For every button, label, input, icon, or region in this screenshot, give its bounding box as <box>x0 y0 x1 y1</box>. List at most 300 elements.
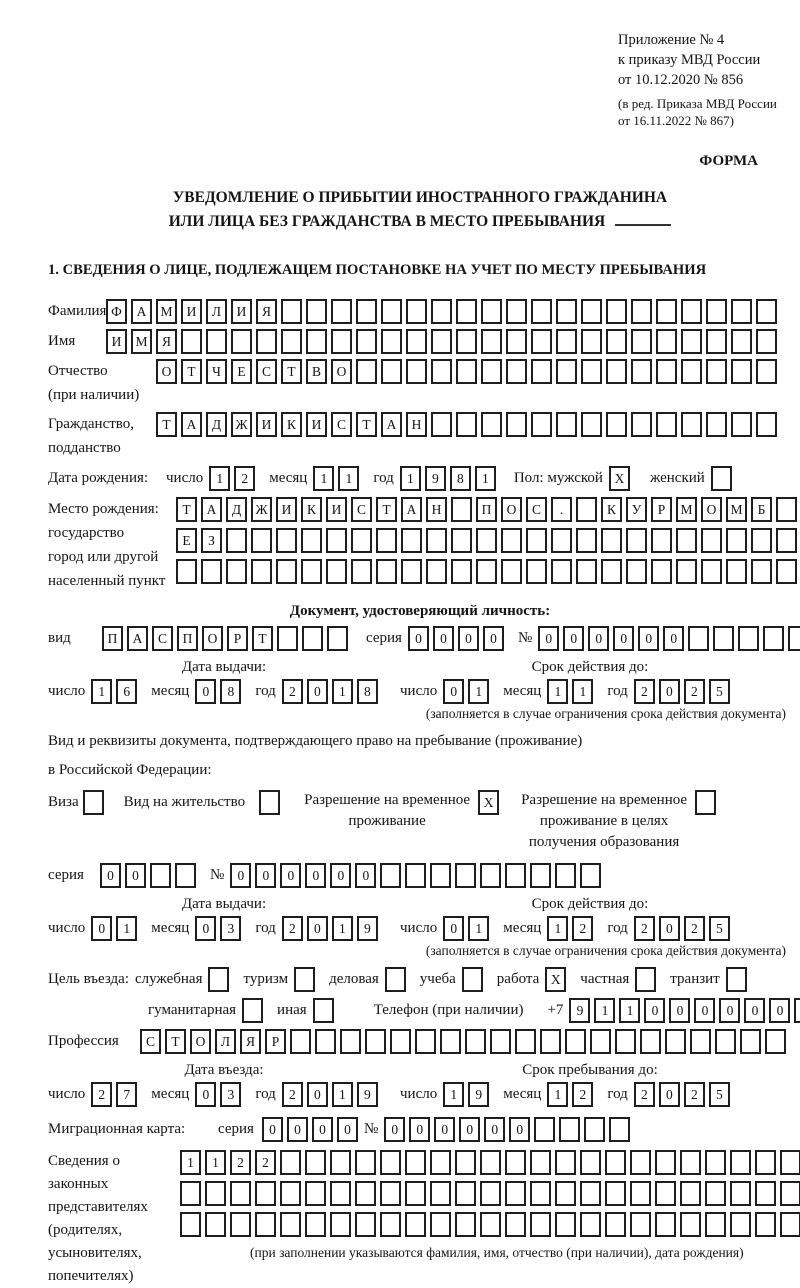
char-cell[interactable]: Т <box>252 626 273 651</box>
char-cell[interactable] <box>381 299 402 324</box>
char-cell[interactable] <box>181 329 202 354</box>
char-cell[interactable]: X <box>478 790 499 815</box>
char-cell[interactable] <box>301 528 322 553</box>
char-cell[interactable] <box>405 863 426 888</box>
char-cell[interactable]: Н <box>406 412 427 437</box>
char-cell[interactable]: 7 <box>116 1082 137 1107</box>
char-cell[interactable] <box>555 863 576 888</box>
char-cell[interactable]: 9 <box>425 466 446 491</box>
char-cell[interactable]: Я <box>156 329 177 354</box>
char-cell[interactable] <box>259 790 280 815</box>
char-cell[interactable] <box>615 1029 636 1054</box>
char-cell[interactable] <box>534 1117 555 1142</box>
char-cell[interactable]: Т <box>356 412 377 437</box>
char-cell[interactable]: 0 <box>330 863 351 888</box>
char-cell[interactable]: 0 <box>262 1117 283 1142</box>
char-cell[interactable] <box>255 1212 276 1237</box>
char-cell[interactable] <box>626 559 647 584</box>
char-cell[interactable] <box>731 359 752 384</box>
char-cell[interactable] <box>656 329 677 354</box>
char-cell[interactable] <box>462 967 483 992</box>
char-cell[interactable] <box>656 412 677 437</box>
char-cell[interactable]: 1 <box>572 679 593 704</box>
char-cell[interactable] <box>256 329 277 354</box>
char-cell[interactable] <box>651 528 672 553</box>
char-cell[interactable] <box>251 559 272 584</box>
char-cell[interactable]: Б <box>751 497 772 522</box>
char-cell[interactable] <box>580 1212 601 1237</box>
char-cell[interactable]: 3 <box>220 916 241 941</box>
char-cell[interactable] <box>302 626 323 651</box>
char-cell[interactable]: 0 <box>459 1117 480 1142</box>
char-cell[interactable]: Л <box>215 1029 236 1054</box>
char-cell[interactable]: 1 <box>332 916 353 941</box>
char-cell[interactable]: 0 <box>613 626 634 651</box>
char-cell[interactable] <box>580 1181 601 1206</box>
char-cell[interactable] <box>776 497 797 522</box>
char-cell[interactable]: 0 <box>588 626 609 651</box>
char-cell[interactable] <box>680 1212 701 1237</box>
char-cell[interactable] <box>780 1212 800 1237</box>
char-cell[interactable]: 9 <box>468 1082 489 1107</box>
char-cell[interactable] <box>390 1029 411 1054</box>
char-cell[interactable] <box>281 329 302 354</box>
char-cell[interactable] <box>726 967 747 992</box>
char-cell[interactable]: 1 <box>594 998 615 1023</box>
char-cell[interactable]: 1 <box>332 679 353 704</box>
char-cell[interactable]: Ч <box>206 359 227 384</box>
char-cell[interactable] <box>715 1029 736 1054</box>
char-cell[interactable] <box>531 359 552 384</box>
char-cell[interactable] <box>501 528 522 553</box>
char-cell[interactable] <box>506 329 527 354</box>
char-cell[interactable]: Т <box>376 497 397 522</box>
char-cell[interactable] <box>380 863 401 888</box>
char-cell[interactable] <box>505 1212 526 1237</box>
char-cell[interactable]: Р <box>651 497 672 522</box>
char-cell[interactable]: Т <box>181 359 202 384</box>
char-cell[interactable] <box>631 412 652 437</box>
char-cell[interactable] <box>606 412 627 437</box>
char-cell[interactable]: 1 <box>475 466 496 491</box>
char-cell[interactable]: К <box>301 497 322 522</box>
char-cell[interactable]: П <box>476 497 497 522</box>
char-cell[interactable] <box>555 1181 576 1206</box>
char-cell[interactable]: 1 <box>468 679 489 704</box>
char-cell[interactable] <box>355 1181 376 1206</box>
char-cell[interactable] <box>530 1181 551 1206</box>
char-cell[interactable] <box>356 299 377 324</box>
char-cell[interactable] <box>776 528 797 553</box>
char-cell[interactable] <box>330 1181 351 1206</box>
char-cell[interactable] <box>555 1212 576 1237</box>
char-cell[interactable]: 1 <box>443 1082 464 1107</box>
char-cell[interactable] <box>705 1181 726 1206</box>
char-cell[interactable] <box>635 967 656 992</box>
char-cell[interactable] <box>406 299 427 324</box>
char-cell[interactable] <box>726 528 747 553</box>
char-cell[interactable] <box>501 559 522 584</box>
char-cell[interactable] <box>755 1181 776 1206</box>
char-cell[interactable] <box>756 412 777 437</box>
char-cell[interactable]: 2 <box>684 1082 705 1107</box>
char-cell[interactable]: 0 <box>91 916 112 941</box>
char-cell[interactable]: П <box>177 626 198 651</box>
char-cell[interactable] <box>242 998 263 1023</box>
char-cell[interactable] <box>315 1029 336 1054</box>
char-cell[interactable] <box>530 863 551 888</box>
char-cell[interactable]: 0 <box>659 916 680 941</box>
char-cell[interactable]: Я <box>240 1029 261 1054</box>
char-cell[interactable]: И <box>276 497 297 522</box>
char-cell[interactable] <box>83 790 104 815</box>
char-cell[interactable] <box>556 329 577 354</box>
char-cell[interactable] <box>226 559 247 584</box>
char-cell[interactable] <box>551 528 572 553</box>
char-cell[interactable] <box>405 1212 426 1237</box>
char-cell[interactable] <box>665 1029 686 1054</box>
char-cell[interactable] <box>326 559 347 584</box>
char-cell[interactable]: Ж <box>231 412 252 437</box>
char-cell[interactable]: 0 <box>659 1082 680 1107</box>
char-cell[interactable] <box>559 1117 580 1142</box>
char-cell[interactable]: Е <box>176 528 197 553</box>
char-cell[interactable] <box>551 559 572 584</box>
char-cell[interactable] <box>305 1181 326 1206</box>
char-cell[interactable]: 0 <box>280 863 301 888</box>
char-cell[interactable] <box>738 626 759 651</box>
char-cell[interactable]: М <box>726 497 747 522</box>
char-cell[interactable] <box>788 626 800 651</box>
char-cell[interactable]: А <box>181 412 202 437</box>
char-cell[interactable]: 0 <box>538 626 559 651</box>
char-cell[interactable]: 9 <box>357 1082 378 1107</box>
char-cell[interactable] <box>630 1181 651 1206</box>
char-cell[interactable] <box>688 626 709 651</box>
char-cell[interactable]: 1 <box>547 916 568 941</box>
char-cell[interactable]: 0 <box>305 863 326 888</box>
char-cell[interactable] <box>506 359 527 384</box>
char-cell[interactable] <box>231 329 252 354</box>
char-cell[interactable]: 1 <box>205 1150 226 1175</box>
char-cell[interactable] <box>606 329 627 354</box>
char-cell[interactable]: 2 <box>684 916 705 941</box>
char-cell[interactable] <box>356 359 377 384</box>
char-cell[interactable] <box>651 559 672 584</box>
char-cell[interactable] <box>763 626 784 651</box>
char-cell[interactable] <box>756 329 777 354</box>
char-cell[interactable]: 1 <box>547 1082 568 1107</box>
char-cell[interactable] <box>531 412 552 437</box>
char-cell[interactable] <box>655 1181 676 1206</box>
char-cell[interactable] <box>380 1212 401 1237</box>
char-cell[interactable] <box>680 1181 701 1206</box>
char-cell[interactable]: 5 <box>709 916 730 941</box>
char-cell[interactable]: 0 <box>434 1117 455 1142</box>
char-cell[interactable] <box>481 412 502 437</box>
char-cell[interactable] <box>430 1181 451 1206</box>
char-cell[interactable]: С <box>152 626 173 651</box>
char-cell[interactable]: О <box>202 626 223 651</box>
char-cell[interactable] <box>180 1212 201 1237</box>
char-cell[interactable] <box>590 1029 611 1054</box>
char-cell[interactable] <box>681 299 702 324</box>
char-cell[interactable]: А <box>127 626 148 651</box>
char-cell[interactable]: А <box>201 497 222 522</box>
char-cell[interactable]: 0 <box>355 863 376 888</box>
char-cell[interactable]: 1 <box>116 916 137 941</box>
char-cell[interactable]: 5 <box>709 679 730 704</box>
char-cell[interactable]: 0 <box>100 863 121 888</box>
char-cell[interactable] <box>695 790 716 815</box>
char-cell[interactable] <box>505 863 526 888</box>
char-cell[interactable]: 0 <box>644 998 665 1023</box>
char-cell[interactable] <box>380 1181 401 1206</box>
char-cell[interactable] <box>206 329 227 354</box>
char-cell[interactable] <box>294 967 315 992</box>
char-cell[interactable]: 9 <box>569 998 590 1023</box>
char-cell[interactable] <box>776 559 797 584</box>
char-cell[interactable] <box>306 329 327 354</box>
char-cell[interactable] <box>605 1212 626 1237</box>
char-cell[interactable]: 0 <box>663 626 684 651</box>
char-cell[interactable] <box>556 299 577 324</box>
char-cell[interactable] <box>431 299 452 324</box>
char-cell[interactable] <box>431 329 452 354</box>
char-cell[interactable]: 0 <box>694 998 715 1023</box>
char-cell[interactable] <box>480 1212 501 1237</box>
char-cell[interactable] <box>480 1181 501 1206</box>
char-cell[interactable] <box>376 559 397 584</box>
char-cell[interactable] <box>681 329 702 354</box>
char-cell[interactable]: 0 <box>287 1117 308 1142</box>
char-cell[interactable]: О <box>501 497 522 522</box>
char-cell[interactable]: Е <box>231 359 252 384</box>
char-cell[interactable]: З <box>201 528 222 553</box>
char-cell[interactable] <box>306 299 327 324</box>
char-cell[interactable]: 2 <box>634 679 655 704</box>
char-cell[interactable] <box>305 1212 326 1237</box>
char-cell[interactable]: И <box>106 329 127 354</box>
char-cell[interactable]: 6 <box>116 679 137 704</box>
char-cell[interactable]: 1 <box>180 1150 201 1175</box>
char-cell[interactable]: 0 <box>125 863 146 888</box>
char-cell[interactable] <box>205 1181 226 1206</box>
char-cell[interactable]: О <box>190 1029 211 1054</box>
char-cell[interactable] <box>451 497 472 522</box>
char-cell[interactable]: С <box>351 497 372 522</box>
char-cell[interactable] <box>681 412 702 437</box>
char-cell[interactable] <box>606 359 627 384</box>
char-cell[interactable] <box>706 329 727 354</box>
char-cell[interactable]: 2 <box>234 466 255 491</box>
char-cell[interactable]: 0 <box>659 679 680 704</box>
char-cell[interactable]: К <box>281 412 302 437</box>
char-cell[interactable]: С <box>526 497 547 522</box>
char-cell[interactable]: 0 <box>443 916 464 941</box>
char-cell[interactable] <box>205 1212 226 1237</box>
char-cell[interactable] <box>581 412 602 437</box>
char-cell[interactable] <box>726 559 747 584</box>
char-cell[interactable] <box>730 1181 751 1206</box>
char-cell[interactable] <box>440 1029 461 1054</box>
char-cell[interactable] <box>655 1212 676 1237</box>
char-cell[interactable] <box>351 559 372 584</box>
char-cell[interactable] <box>556 359 577 384</box>
char-cell[interactable] <box>276 559 297 584</box>
char-cell[interactable]: Л <box>206 299 227 324</box>
char-cell[interactable]: А <box>401 497 422 522</box>
char-cell[interactable]: И <box>231 299 252 324</box>
char-cell[interactable] <box>490 1029 511 1054</box>
char-cell[interactable] <box>451 528 472 553</box>
char-cell[interactable] <box>676 559 697 584</box>
char-cell[interactable] <box>226 528 247 553</box>
char-cell[interactable] <box>365 1029 386 1054</box>
char-cell[interactable] <box>576 497 597 522</box>
char-cell[interactable] <box>465 1029 486 1054</box>
char-cell[interactable]: X <box>609 466 630 491</box>
char-cell[interactable]: 0 <box>409 1117 430 1142</box>
char-cell[interactable]: М <box>131 329 152 354</box>
char-cell[interactable]: 5 <box>709 1082 730 1107</box>
char-cell[interactable] <box>381 329 402 354</box>
char-cell[interactable] <box>580 863 601 888</box>
char-cell[interactable] <box>426 528 447 553</box>
char-cell[interactable] <box>556 412 577 437</box>
char-cell[interactable]: Ж <box>251 497 272 522</box>
char-cell[interactable]: 1 <box>400 466 421 491</box>
char-cell[interactable]: 3 <box>220 1082 241 1107</box>
char-cell[interactable]: . <box>551 497 572 522</box>
char-cell[interactable]: С <box>140 1029 161 1054</box>
char-cell[interactable] <box>756 299 777 324</box>
char-cell[interactable] <box>326 528 347 553</box>
char-cell[interactable]: К <box>601 497 622 522</box>
char-cell[interactable] <box>631 299 652 324</box>
char-cell[interactable]: И <box>181 299 202 324</box>
char-cell[interactable]: Д <box>226 497 247 522</box>
char-cell[interactable]: Т <box>176 497 197 522</box>
char-cell[interactable] <box>327 626 348 651</box>
char-cell[interactable] <box>381 359 402 384</box>
char-cell[interactable] <box>251 528 272 553</box>
char-cell[interactable]: 0 <box>433 626 454 651</box>
char-cell[interactable]: 1 <box>209 466 230 491</box>
char-cell[interactable]: 2 <box>684 679 705 704</box>
char-cell[interactable] <box>455 863 476 888</box>
char-cell[interactable] <box>530 1212 551 1237</box>
char-cell[interactable] <box>406 359 427 384</box>
char-cell[interactable] <box>526 559 547 584</box>
char-cell[interactable] <box>401 528 422 553</box>
char-cell[interactable] <box>780 1181 800 1206</box>
char-cell[interactable] <box>706 299 727 324</box>
char-cell[interactable] <box>415 1029 436 1054</box>
char-cell[interactable]: 0 <box>255 863 276 888</box>
char-cell[interactable] <box>406 329 427 354</box>
char-cell[interactable] <box>609 1117 630 1142</box>
char-cell[interactable] <box>331 299 352 324</box>
char-cell[interactable]: Д <box>206 412 227 437</box>
char-cell[interactable]: 8 <box>357 679 378 704</box>
char-cell[interactable]: 0 <box>638 626 659 651</box>
char-cell[interactable]: 1 <box>547 679 568 704</box>
char-cell[interactable]: 0 <box>509 1117 530 1142</box>
char-cell[interactable] <box>385 967 406 992</box>
char-cell[interactable]: 0 <box>458 626 479 651</box>
char-cell[interactable]: 0 <box>719 998 740 1023</box>
char-cell[interactable]: 0 <box>337 1117 358 1142</box>
char-cell[interactable]: 0 <box>307 679 328 704</box>
char-cell[interactable]: 0 <box>744 998 765 1023</box>
char-cell[interactable] <box>180 1181 201 1206</box>
char-cell[interactable] <box>765 1029 786 1054</box>
char-cell[interactable]: 0 <box>230 863 251 888</box>
char-cell[interactable]: А <box>131 299 152 324</box>
char-cell[interactable] <box>331 329 352 354</box>
char-cell[interactable] <box>208 967 229 992</box>
char-cell[interactable]: Т <box>165 1029 186 1054</box>
char-cell[interactable]: А <box>381 412 402 437</box>
char-cell[interactable] <box>426 559 447 584</box>
char-cell[interactable] <box>277 626 298 651</box>
char-cell[interactable] <box>281 299 302 324</box>
char-cell[interactable] <box>701 528 722 553</box>
char-cell[interactable] <box>456 359 477 384</box>
char-cell[interactable] <box>794 998 800 1023</box>
char-cell[interactable]: 0 <box>307 916 328 941</box>
char-cell[interactable] <box>751 559 772 584</box>
char-cell[interactable]: М <box>676 497 697 522</box>
char-cell[interactable]: 0 <box>312 1117 333 1142</box>
char-cell[interactable] <box>711 466 732 491</box>
char-cell[interactable] <box>405 1181 426 1206</box>
char-cell[interactable]: 0 <box>484 1117 505 1142</box>
char-cell[interactable]: Н <box>426 497 447 522</box>
char-cell[interactable] <box>431 359 452 384</box>
char-cell[interactable] <box>481 359 502 384</box>
char-cell[interactable]: 0 <box>195 916 216 941</box>
char-cell[interactable] <box>313 998 334 1023</box>
char-cell[interactable] <box>584 1117 605 1142</box>
char-cell[interactable]: И <box>306 412 327 437</box>
char-cell[interactable]: С <box>256 359 277 384</box>
char-cell[interactable] <box>376 528 397 553</box>
char-cell[interactable] <box>656 359 677 384</box>
char-cell[interactable]: 2 <box>634 916 655 941</box>
char-cell[interactable] <box>176 559 197 584</box>
char-cell[interactable] <box>280 1212 301 1237</box>
char-cell[interactable]: 2 <box>572 916 593 941</box>
char-cell[interactable] <box>280 1181 301 1206</box>
char-cell[interactable] <box>526 528 547 553</box>
char-cell[interactable] <box>506 299 527 324</box>
char-cell[interactable] <box>690 1029 711 1054</box>
char-cell[interactable] <box>640 1029 661 1054</box>
char-cell[interactable]: 1 <box>332 1082 353 1107</box>
char-cell[interactable] <box>631 329 652 354</box>
char-cell[interactable] <box>476 528 497 553</box>
char-cell[interactable]: 2 <box>91 1082 112 1107</box>
char-cell[interactable] <box>626 528 647 553</box>
char-cell[interactable]: 1 <box>468 916 489 941</box>
char-cell[interactable] <box>601 528 622 553</box>
char-cell[interactable] <box>706 359 727 384</box>
char-cell[interactable] <box>581 329 602 354</box>
char-cell[interactable] <box>681 359 702 384</box>
char-cell[interactable]: 0 <box>195 1082 216 1107</box>
